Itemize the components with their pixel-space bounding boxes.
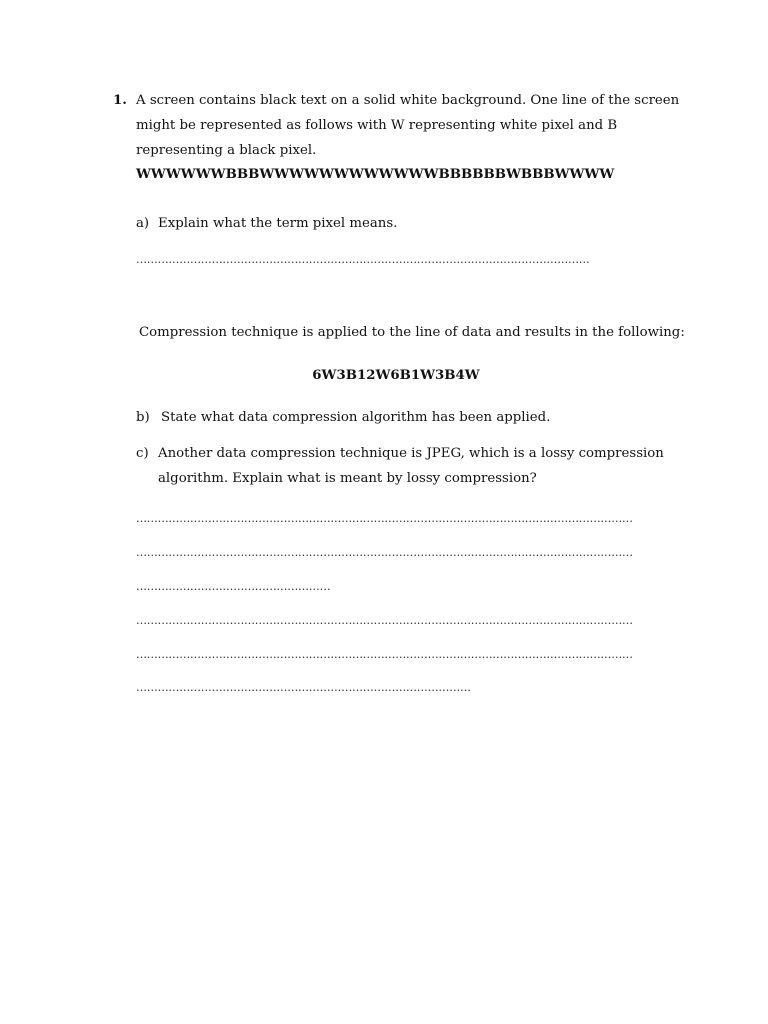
question-intro-line-2: might be represented as follows with W representing white pixel and B	[136, 118, 618, 133]
answer-line-5: …………………………………………………………………………………………………………………………	[136, 648, 633, 661]
part-a-answer-line: ………………………………………………………………………………………………………………	[136, 253, 590, 266]
compressed-data: 6W3B12W6B1W3B4W	[312, 368, 480, 383]
part-a-letter: a)	[136, 216, 150, 231]
answer-line-2: …………………………………………………………………………………………………………………………	[136, 546, 633, 559]
part-a-text: Explain what the term pixel means.	[158, 216, 398, 231]
part-c-letter: c)	[136, 446, 149, 461]
answer-line-3: ………………………………………………	[136, 580, 331, 593]
answer-line-4: …………………………………………………………………………………………………………………………	[136, 614, 633, 627]
part-c-line-2: algorithm. Explain what is meant by lossy compression?	[158, 471, 537, 486]
part-b-letter: b)	[136, 410, 150, 425]
answer-line-6: …………………………………………………………………………………	[136, 681, 471, 694]
pixel-line: WWWWWWBBBWWWWWWWWWWWWBBBBBBWBBBWWWW	[136, 167, 615, 182]
answer-line-1: …………………………………………………………………………………………………………………………	[136, 512, 633, 525]
part-c-line-1: Another data compression technique is JPEG, which is a lossy compression	[158, 446, 664, 461]
compression-intro: Compression technique is applied to the line of data and results in the following:	[139, 325, 685, 340]
question-number: 1.	[113, 93, 127, 108]
question-intro-line-1: A screen contains black text on a solid white background. One line of the screen	[136, 93, 680, 108]
part-b-text: State what data compression algorithm has been applied.	[161, 410, 551, 425]
question-intro-line-3: representing a black pixel.	[136, 143, 317, 158]
